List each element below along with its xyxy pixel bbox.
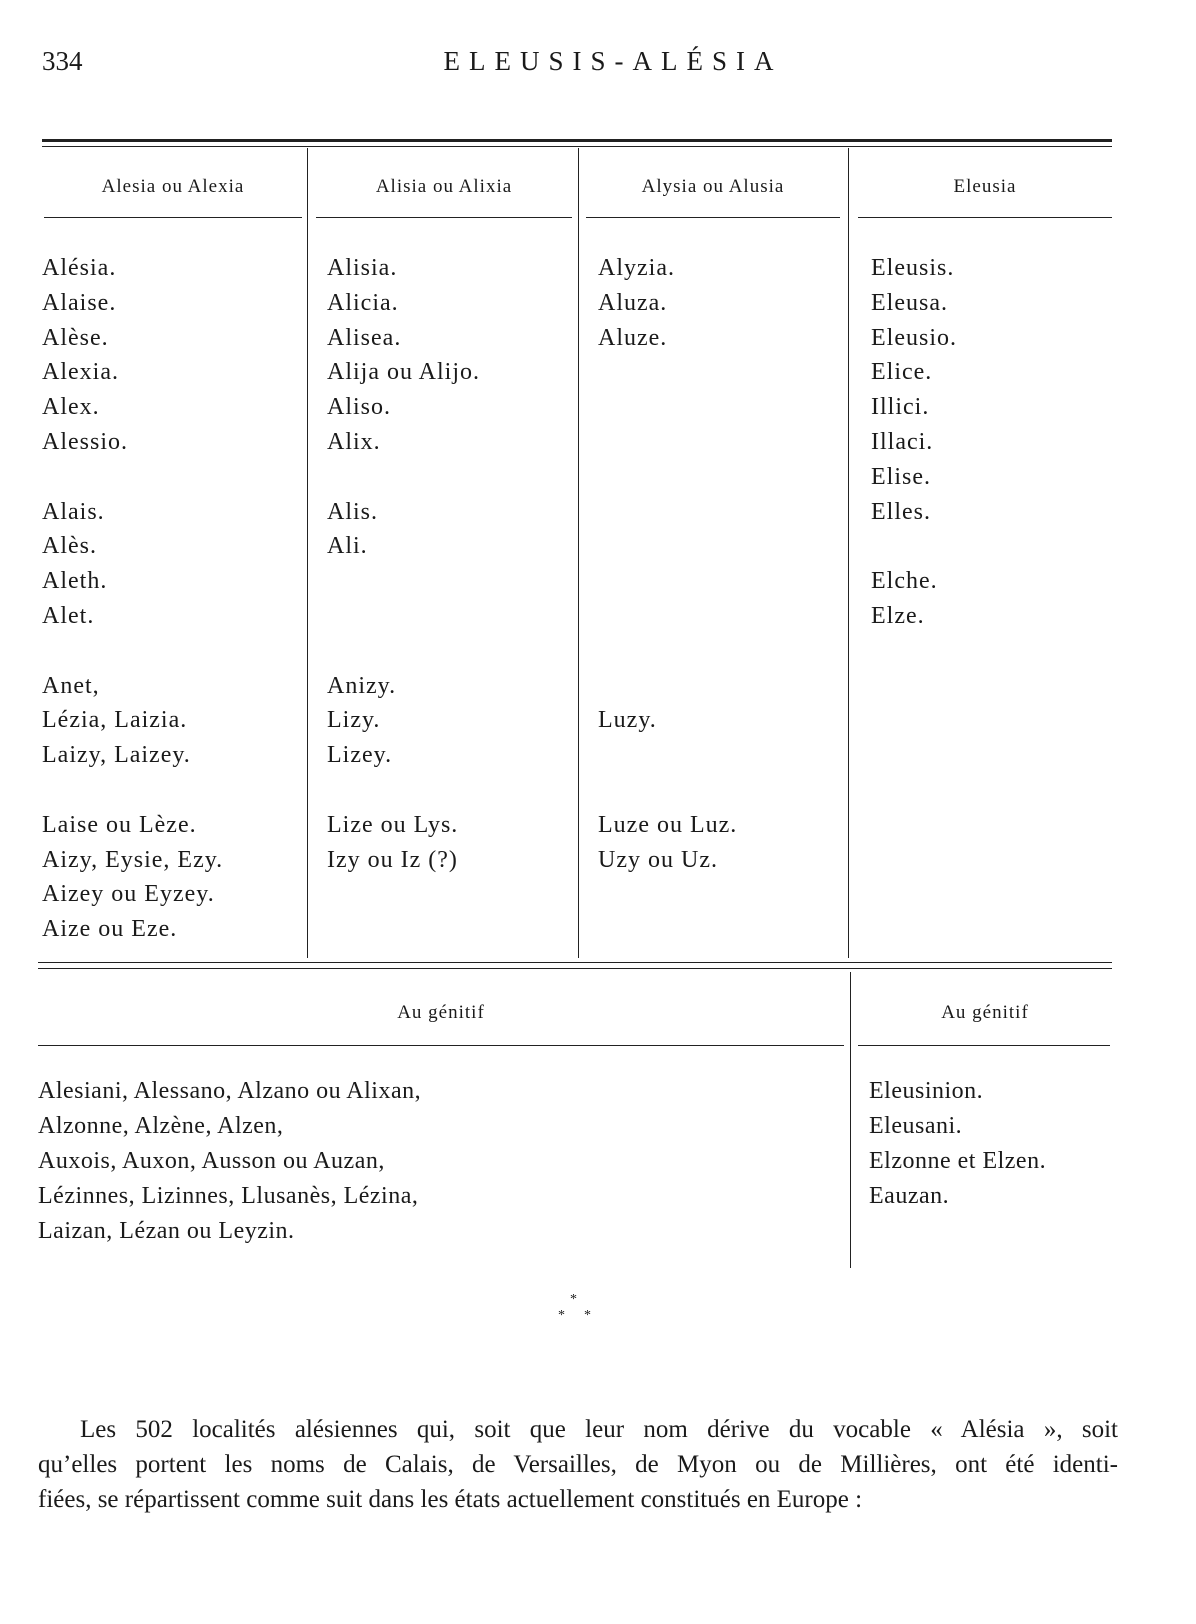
genitive-line: Eleusinion. [869,1078,984,1104]
name-cell: Aizey ou Eyzey. [42,881,215,908]
name-cell [871,843,957,878]
name-cell: Alisea. [327,324,402,351]
genitive-heading-right: Au génitif [941,1002,1029,1023]
column-heading-alysia: Alysia ou Alusia [641,176,785,197]
name-cell: Anet, [42,672,100,699]
name-cell: Elles. [871,498,931,525]
name-cell [598,529,737,564]
table-top-rule [42,139,1112,142]
name-cell [327,877,480,912]
name-cell: Alès. [42,533,97,560]
name-cell [598,877,737,912]
name-cell [327,599,480,634]
name-cell: Elice. [871,359,933,386]
name-cell: Alix. [327,428,381,455]
name-cell: Alaise. [42,289,117,316]
column-eleusia [871,251,957,947]
name-cell: Alet. [42,602,95,629]
name-cell: Eleusio. [871,324,957,351]
genitive-underline-right [858,1045,1110,1046]
name-cell [598,390,737,425]
name-cell: Laizy, Laizey. [42,742,191,769]
name-cell: Lézia, Laizia. [42,707,188,734]
name-cell: Luze ou Luz. [598,811,738,838]
name-cell: Illaci. [871,428,934,455]
name-cell: Lize ou Lys. [327,811,459,838]
name-cell: Uzy ou Uz. [598,846,718,873]
name-cell [42,773,223,808]
table-top-rule-thin [42,146,1112,147]
genitive-heading-left: Au génitif [397,1002,485,1023]
name-cell: Lizey. [327,742,393,769]
name-cell [42,634,223,669]
name-cell [871,877,957,912]
name-cell: Aizy, Eysie, Ezy. [42,846,224,873]
genitive-line: Lézinnes, Lizinnes, Llusanès, Lézina, [38,1183,419,1209]
genitive-line: Auxois, Auxon, Ausson ou Auzan, [38,1148,385,1174]
paragraph-line: Les 502 localités alésiennes qui, soit que leur nom dérive du vocable « Alésia », soit [80,1416,1118,1443]
name-cell [871,669,957,704]
paragraph-line: fiées, se répartissent comme suit dans les états actuellement constitués en Europe : [38,1486,863,1513]
name-cell: Alésia. [42,255,117,281]
name-cell: Aize ou Eze. [42,916,178,943]
name-cell [598,738,737,773]
name-cell: Alessio. [42,428,128,455]
genitive-divider [850,972,851,1268]
column-alysia [598,251,737,947]
column-heading-alisia: Alisia ou Alixia [375,176,513,197]
star-icon: * [558,1308,565,1323]
name-cell: Aleth. [42,568,108,595]
name-cell: Alais. [42,498,105,525]
name-cell: Luzy. [598,707,657,734]
name-cell: Alex. [42,394,100,421]
name-cell [598,669,737,704]
name-cell [871,634,957,669]
name-cell: Elise. [871,463,931,490]
name-cell: Illici. [871,394,930,421]
name-cell [871,703,957,738]
name-cell: Laise ou Lèze. [42,811,197,838]
name-cell: Alis. [327,498,379,525]
name-cell: Alyzia. [598,255,675,281]
name-cell: Alija ou Alijo. [327,359,480,386]
name-cell [327,460,480,495]
asterism-separator [540,1292,610,1332]
genitive-line: Elzonne et Elzen. [869,1148,1047,1174]
column-heading-alesia: Alesia ou Alexia [101,176,245,197]
genitive-line: Alesiani, Alessano, Alzano ou Alixan, [38,1078,422,1104]
column-alesia [42,251,223,947]
name-cell [327,634,480,669]
name-cell [871,773,957,808]
name-cell [598,912,737,947]
name-cell: Ali. [327,533,368,560]
star-icon: * [570,1292,577,1307]
section-rule [38,962,1112,963]
name-cell [327,564,480,599]
name-cell: Alexia. [42,359,119,386]
column-divider-3 [848,148,849,958]
name-cell [598,460,737,495]
section-rule-thin [38,968,1112,969]
name-cell [327,912,480,947]
genitive-underline-left [38,1045,844,1046]
genitive-list-right [869,1074,1046,1214]
genitive-line: Eauzan. [869,1183,950,1209]
genitive-line: Laizan, Lézan ou Leyzin. [38,1218,295,1244]
name-cell: Alisia. [327,255,398,281]
name-cell: Elze. [871,602,925,629]
name-cell [327,773,480,808]
name-cell: Anizy. [327,672,397,699]
genitive-list-left [38,1074,421,1249]
name-cell: Elche. [871,568,938,595]
name-cell [871,912,957,947]
name-cell: Izy ou Iz (?) [327,846,458,873]
name-cell [871,529,957,564]
heading-underline-4 [858,217,1112,218]
page-number: 334 [42,46,83,76]
star-icon: * [584,1308,591,1323]
body-paragraph [38,1412,1118,1517]
name-cell [598,634,737,669]
name-cell [598,495,737,530]
name-cell: Eleusis. [871,255,955,281]
column-alisia [327,251,480,947]
column-divider-1 [307,148,308,958]
name-cell: Aluze. [598,324,668,351]
paragraph-line: qu’elles portent les noms de Calais, de Versailles, de Myon ou de Millières, ont été identi- [38,1451,1118,1478]
name-cell [598,599,737,634]
name-cell: Aluza. [598,289,668,316]
name-cell: Eleusa. [871,289,948,316]
genitive-line: Alzonne, Alzène, Alzen, [38,1113,284,1139]
running-title: ELEUSIS-ALÉSIA [443,46,783,76]
genitive-line: Eleusani. [869,1113,963,1139]
name-cell: Lizy. [327,707,381,734]
name-cell: Alèse. [42,324,109,351]
column-heading-eleusia: Eleusia [953,176,1017,197]
name-cell [598,564,737,599]
name-cell [598,425,737,460]
heading-underline-3 [586,217,840,218]
heading-underline-2 [316,217,572,218]
name-cell [598,773,737,808]
name-cell [42,460,223,495]
name-cell [871,808,957,843]
name-cell: Alicia. [327,289,399,316]
column-divider-2 [578,148,579,958]
name-cell [871,738,957,773]
name-cell: Aliso. [327,394,392,421]
heading-underline-1 [44,217,302,218]
name-cell [598,355,737,390]
